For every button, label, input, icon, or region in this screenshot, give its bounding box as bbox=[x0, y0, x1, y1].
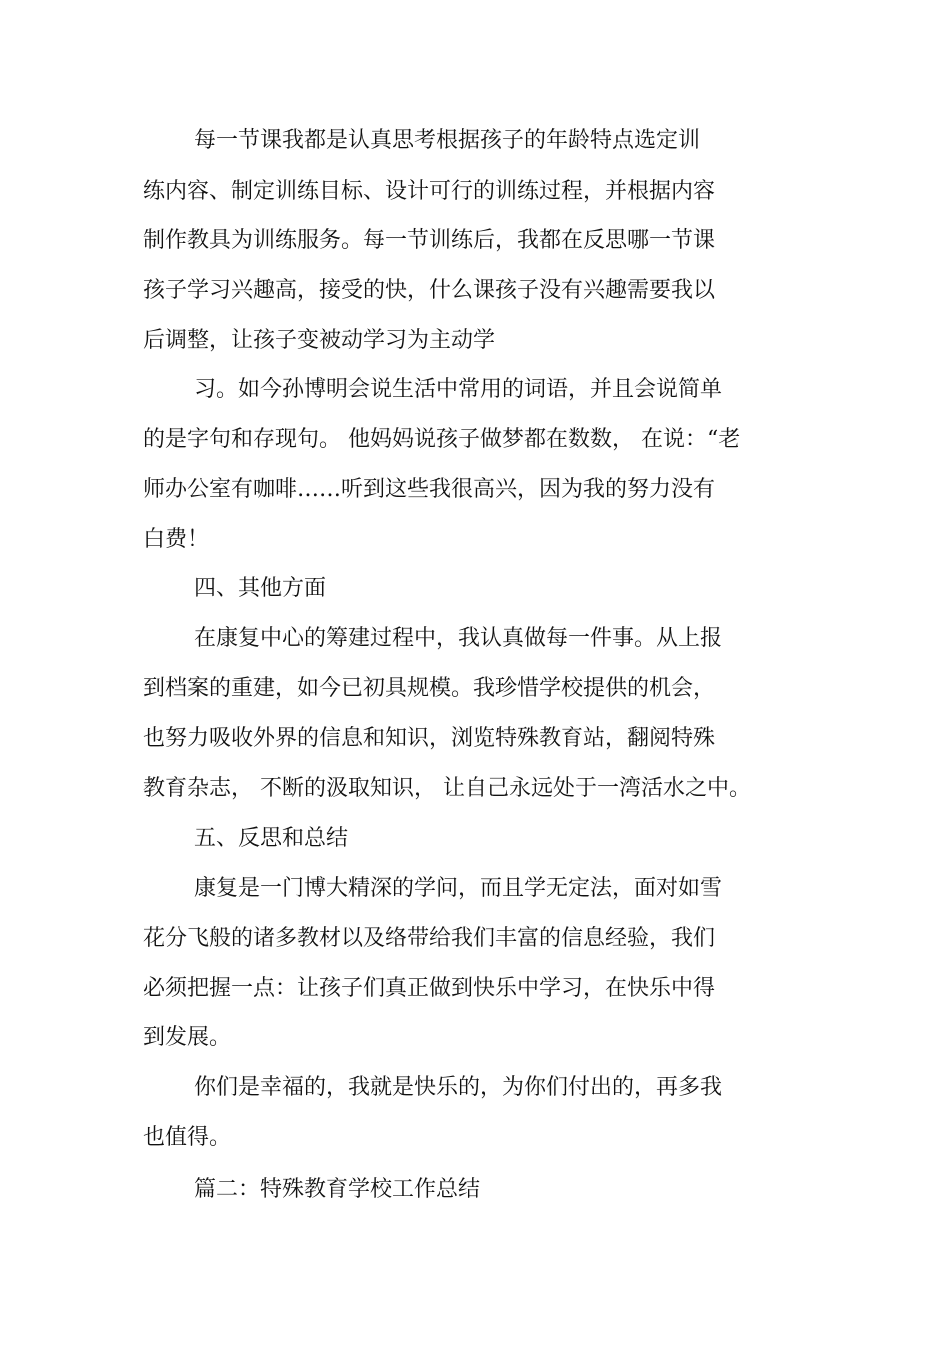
paragraph-line: 也值得。 bbox=[143, 1125, 232, 1150]
paragraph-line: 的是字句和存现句。 他妈妈说孩子做梦都在数数， 在说：“老 bbox=[143, 427, 741, 452]
paragraph-line: 也努力吸收外界的信息和知识，浏览特殊教育站，翻阅特殊 bbox=[143, 726, 716, 751]
paragraph-line: 到发展。 bbox=[143, 1025, 232, 1050]
paragraph-line: 师办公室有咖啡……听到这些我很高兴，因为我的努力没有 bbox=[143, 477, 716, 502]
section-heading: 篇二：特殊教育学校工作总结 bbox=[194, 1177, 481, 1202]
paragraph-line: 康复是一门博大精深的学问，而且学无定法，面对如雪 bbox=[194, 876, 723, 901]
paragraph-line: 每一节课我都是认真思考根据孩子的年龄特点选定训 bbox=[194, 128, 701, 153]
section-heading: 四、其他方面 bbox=[194, 576, 327, 601]
paragraph-line: 在康复中心的筹建过程中，我认真做每一件事。从上报 bbox=[194, 626, 723, 651]
paragraph-line: 你们是幸福的，我就是快乐的，为你们付出的，再多我 bbox=[194, 1075, 723, 1100]
paragraph-line: 习。如今孙博明会说生活中常用的词语，并且会说简单 bbox=[194, 377, 723, 402]
paragraph-line: 白费！ bbox=[143, 527, 210, 552]
paragraph-line: 孩子学习兴趣高，接受的快，什么课孩子没有兴趣需要我以 bbox=[143, 278, 716, 303]
paragraph-line: 教育杂志， 不断的汲取知识， 让自己永远处于一湾活水之中。 bbox=[143, 776, 751, 801]
paragraph-line: 必须把握一点：让孩子们真正做到快乐中学习，在快乐中得 bbox=[143, 976, 716, 1001]
paragraph-line: 后调整，让孩子变被动学习为主动学 bbox=[143, 328, 496, 353]
section-heading: 五、反思和总结 bbox=[194, 826, 349, 851]
paragraph-line: 练内容、制定训练目标、设计可行的训练过程，并根据内容 bbox=[143, 179, 716, 204]
paragraph-line: 花分飞般的诸多教材以及络带给我们丰富的信息经验，我们 bbox=[143, 926, 716, 951]
paragraph-line: 到档案的重建，如今已初具规模。我珍惜学校提供的机会， bbox=[143, 676, 716, 701]
paragraph-line: 制作教具为训练服务。每一节训练后，我都在反思哪一节课 bbox=[143, 228, 716, 253]
